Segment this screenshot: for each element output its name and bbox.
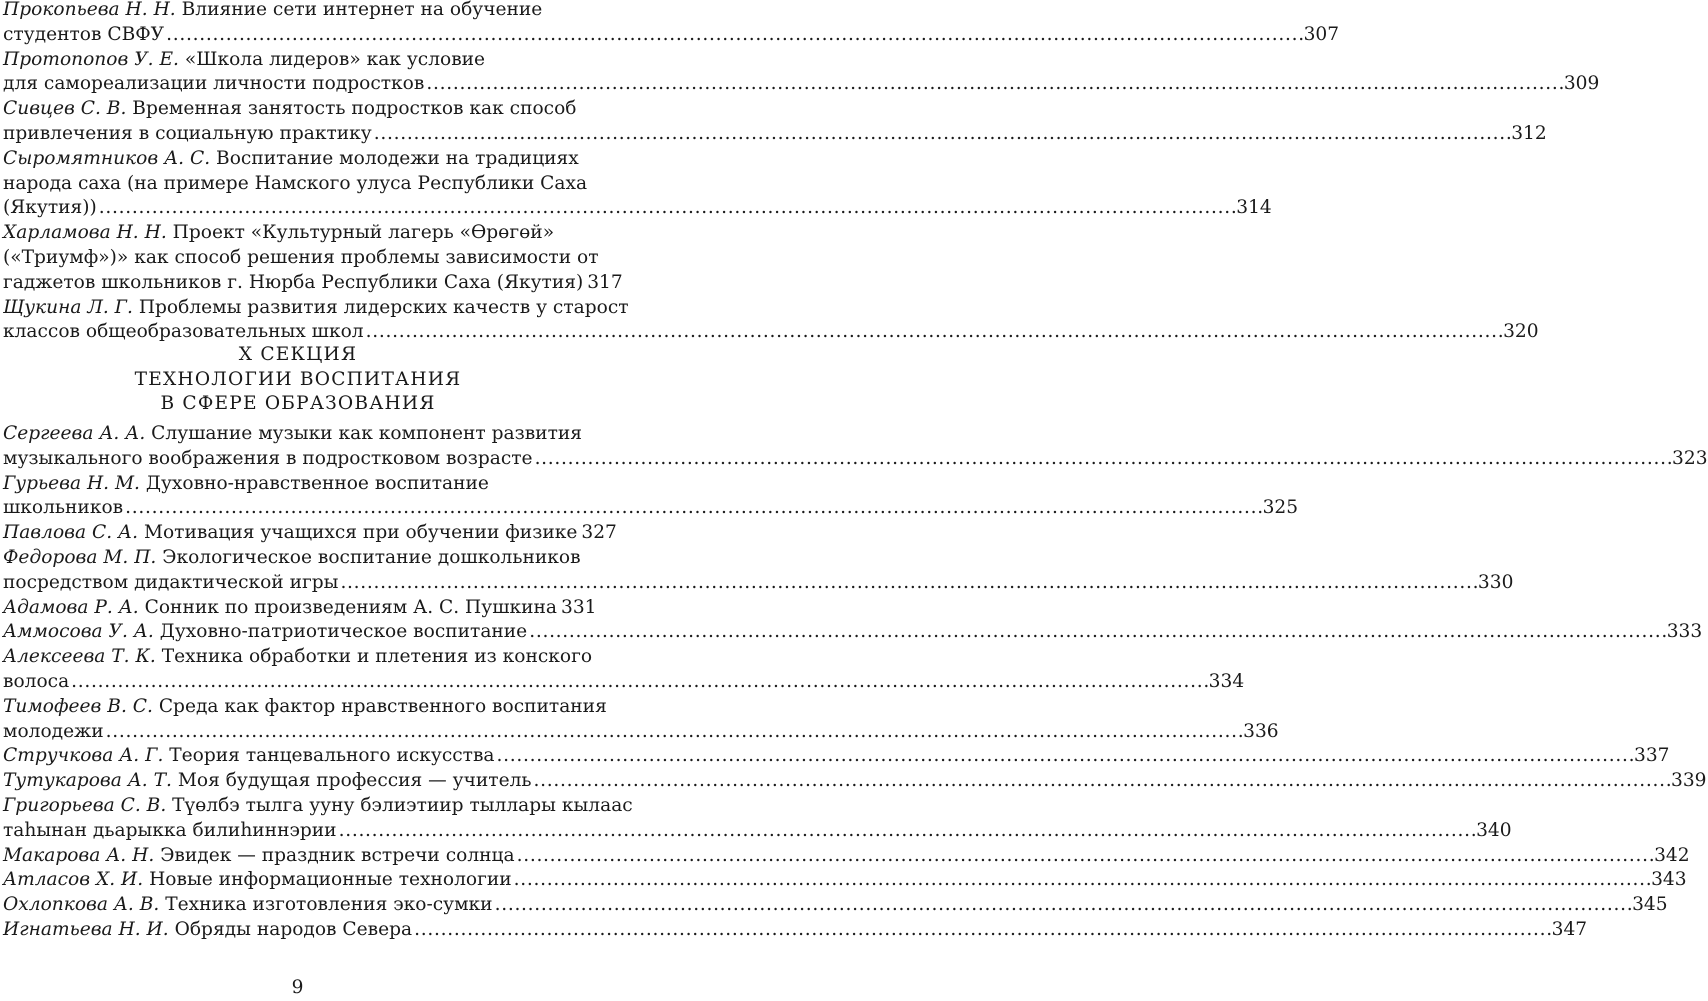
toc-entry-author: Павлова С. А. [3,522,139,544]
toc-entry-page: 342 [1654,844,1690,866]
toc-entry-line [3,221,593,246]
toc-entry-page: 330 [1477,571,1514,593]
toc-entry [3,472,1299,522]
toc-entry-last-line [3,571,1514,596]
dot-leader [125,496,1260,521]
toc-entry-author: Тутукарова А. Т. [3,770,172,792]
toc-entry-author: Щукина Л. Г. [3,296,133,318]
toc-entry-title-text: народа саха (на примере Намского улуса Республики Саха [3,172,588,194]
toc-entry-author: Сергеева А. А. [3,423,146,444]
toc-entry-title-text: привлечения в социальную практику [3,122,372,144]
section-title-line-1: ТЕХНОЛОГИИ ВОСПИТАНИЯ [134,368,462,390]
toc-entry-last-line [3,819,1512,844]
toc-entry-last-line [3,521,617,546]
toc-entry-title-text: молодежи [3,720,104,742]
toc-entry-author: Федорова М. П. [3,546,157,568]
toc-entry-last-line [3,271,623,296]
toc-entry-title-text: классов общеобразовательных школ [3,321,364,343]
toc-entry [3,918,1588,943]
toc-entry-title-text: Проблемы развития лидерских качеств у старост [138,296,629,318]
section-heading [3,343,593,417]
toc-entry-page: 317 [587,271,623,293]
toc-entry-page: 312 [1511,122,1547,144]
toc-entry-title-text: Теория танцевального искусства [169,745,495,767]
toc-entry [3,596,597,621]
toc-entry-page: 347 [1551,918,1588,940]
dot-leader [414,918,1549,943]
toc-entry-author: Макарова А. Н. [3,844,155,866]
toc-entry-line [3,147,593,172]
toc-entry-author: Григорьева С. В. [3,794,167,816]
toc-entry-page: 343 [1651,869,1687,891]
page-number: 9 [291,977,304,998]
dot-leader [366,320,1501,345]
toc-entry [3,893,1668,918]
toc-entry-last-line [3,496,1299,521]
toc-entry-line [3,695,607,720]
toc-entry-last-line [3,23,1340,48]
toc-entry-line [3,0,593,23]
toc-entry-last-line [3,620,1703,645]
toc-entry-author: Гурьева Н. М. [3,472,140,494]
toc-entry-last-line [3,122,1547,147]
toc-entry [3,844,1690,869]
toc-entry [3,769,1707,794]
toc-entry-author: Игнатьева Н. И. [3,918,169,940]
toc-entry-line [3,48,593,73]
dot-leader [166,23,1301,48]
dot-leader [495,893,1630,918]
toc-entry-page: 323 [1672,447,1708,469]
section-title-line-2: В СФЕРЕ ОБРАЗОВАНИЯ [160,393,436,415]
toc-entry [3,0,1340,48]
toc-entry-title-text: таһынан дьарыкка билиһиннэрии [3,819,337,841]
toc-entry-last-line [3,744,1670,769]
dot-leader [99,196,1234,221]
toc-entry-last-line [3,868,1687,893]
toc-entry-title-text: Моя будущая профессия — учитель [177,770,532,792]
dot-leader [71,670,1206,695]
toc-entry [3,744,1670,769]
dot-leader [529,620,1664,645]
toc-entry-title-text: Техника обработки и плетения из конского [161,646,593,668]
toc-entry-title-text: («Триумф»)» как способ решения проблемы зависимости от [3,246,599,268]
toc-entry-title-text: Влияние сети интернет на обучение [181,0,543,20]
toc-entry-title-text: Техника изготовления эко-сумки [165,894,493,916]
toc-entry [3,48,1600,98]
dot-leader [517,844,1652,869]
toc-entry [3,422,1708,472]
toc-entry-author: Аммосова У. А. [3,621,154,643]
toc-entry-author: Алексеева Т. К. [3,646,156,668]
toc-entry-title-text: музыкального воображения в подростковом возрасте [3,447,533,469]
toc-entry [3,695,1279,745]
toc-entry [3,794,1512,844]
toc-entry-page: 345 [1632,894,1668,916]
toc-entry-last-line [3,447,1708,472]
toc-entry [3,868,1687,893]
toc-entry-line [3,645,593,670]
toc-entry-author: Сыромятников А. С. [3,147,211,169]
toc-entry-author: Охлопкова А. В. [3,894,160,916]
toc-entry-author: Атласов Х. И. [3,869,144,891]
toc-entry-title-text: Түөлбэ тылга ууну бэлиэтиир тыллары кылаас [172,794,633,816]
toc-entry-title-text: Воспитание молодежи на традициях [216,147,579,169]
toc-entry-line [3,246,599,271]
toc-entry-last-line [3,769,1707,794]
toc-entry-page: 320 [1503,321,1539,343]
toc-entry-last-line [3,196,1272,221]
toc-entry-last-line [3,720,1279,745]
toc-entry-title-text: Новые информационные технологии [149,869,512,891]
toc-entry-page: 325 [1262,497,1299,519]
toc-entry-title-text: «Школа лидеров» как условие [184,48,486,70]
toc-entry-title-text: посредством дидактической игры [3,571,339,593]
dot-leader [339,819,1474,844]
toc-entry-page: 339 [1671,770,1707,792]
toc-entry-author: Стручкова А. Г. [3,745,164,767]
toc-entry-author: Тимофеев В. С. [3,695,153,717]
toc-entry-page: 331 [561,596,597,618]
toc-entry [3,521,617,546]
toc-entry-title-text: Духовно-нравственное воспитание [145,472,489,494]
toc-entry-last-line [3,596,597,621]
toc-entry-title-text: Обряды народов Севера [174,918,413,940]
toc-entry-page: 336 [1243,720,1279,742]
toc-entry-page: 327 [581,522,617,544]
toc-entry-line [3,472,593,497]
dot-leader [426,72,1561,97]
toc-entry-title-text: гаджетов школьников г. Нюрба Республики Саха (Якутия) [3,271,584,293]
toc-entry [3,147,1272,221]
toc-entry-title-text: Экологическое воспитание дошкольников [162,546,581,568]
toc-entry-title-text: студентов СВФУ [3,23,165,45]
toc-entry-title-text: Среда как фактор нравственного воспитания [158,695,607,717]
dot-leader [106,720,1241,745]
toc-entry-line [3,546,593,571]
toc-entry-title-text: волоса [3,670,70,692]
toc-entry-page: 307 [1303,23,1340,45]
toc-entry-author: Протопопов У. Е. [3,48,179,70]
toc-entries-section-ix [3,0,1600,345]
toc-entry-title-text: Эвидек — праздник встречи солнца [160,844,515,866]
toc-entry-page: 309 [1563,73,1600,95]
toc-entry-title-text: Слушание музыки как компонент развития [151,423,582,444]
toc-entry-author: Сивцев С. В. [3,98,127,120]
toc-entry-line [3,794,633,819]
toc-entry [3,221,623,295]
toc-entry-line [3,422,593,447]
dot-leader [340,571,1475,596]
toc-entry-line [3,97,593,122]
toc-entry-title-text: Сонник по произведениям А. С. Пушкина [144,596,557,618]
toc-entry-title-text: Духовно-патриотическое воспитание [159,621,528,643]
toc-entry-page: 333 [1666,621,1703,643]
dot-leader [534,769,1669,794]
dot-leader [535,447,1670,472]
toc-entry-last-line [3,844,1690,869]
toc-entry-author: Харламова Н. Н. [3,222,167,244]
toc-entry-title-text: Проект «Культурный лагерь «Өрөгөй» [172,222,555,244]
toc-entry-title-text: школьников [3,497,124,519]
toc-entry [3,645,1245,695]
dot-leader [497,744,1632,769]
toc-entry [3,546,1514,596]
toc-entry-page: 334 [1208,670,1245,692]
toc-entry-line [3,172,593,197]
toc-entry-page: 337 [1633,745,1670,767]
toc-entry-title-text: для самореализации личности подростков [3,73,425,95]
dot-leader [514,868,1649,893]
toc-entry-page: 340 [1476,819,1512,841]
toc-entry [3,296,1539,346]
dot-leader [374,122,1509,147]
section-number: X СЕКЦИЯ [238,344,358,365]
toc-entry-page: 314 [1236,197,1272,219]
toc-entry-title-text: (Якутия)) [3,197,97,219]
toc-entry [3,97,1547,147]
toc-entry-last-line [3,320,1539,345]
toc-entry-line [3,296,629,321]
toc-entry-last-line [3,893,1668,918]
toc-entry-title-text: Временная занятость подростков как способ [132,98,577,120]
toc-entry-last-line [3,72,1600,97]
toc-entry-last-line [3,918,1588,943]
toc-entry-author: Прокопьева Н. Н. [3,0,176,20]
toc-entries-section-x [3,422,1708,943]
toc-entry-last-line [3,670,1245,695]
toc-entry-author: Адамова Р. А. [3,596,139,618]
toc-entry [3,620,1703,645]
toc-entry-title-text: Мотивация учащихся при обучении физике [143,522,578,544]
